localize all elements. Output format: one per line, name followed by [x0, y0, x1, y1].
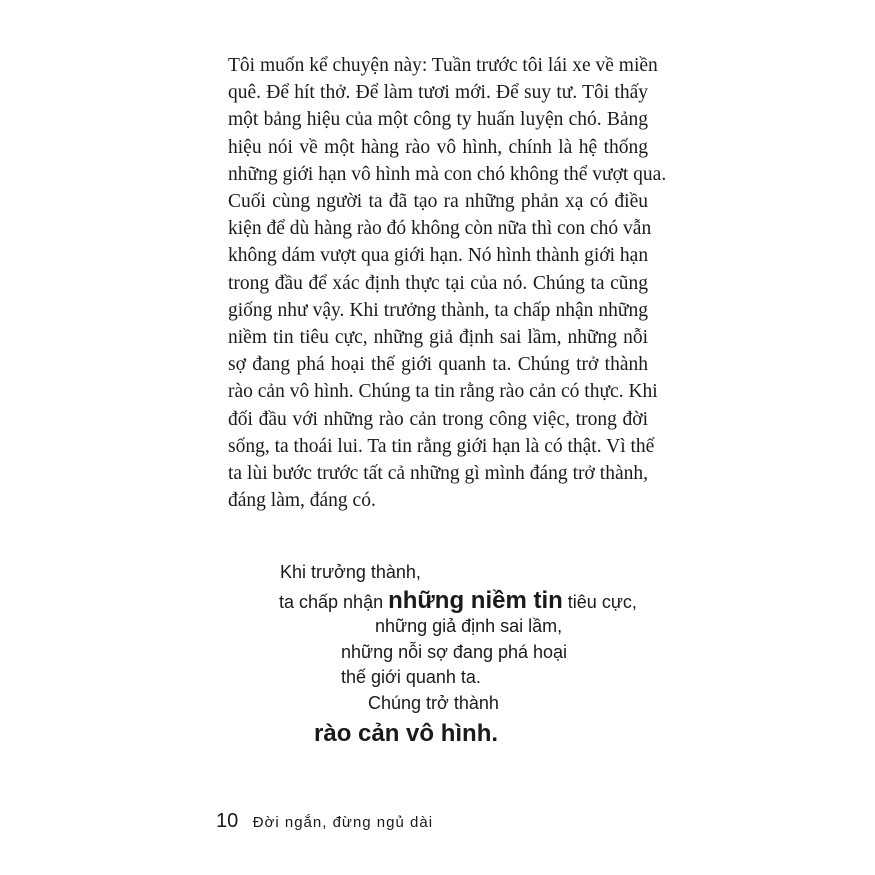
- body-line: không dám vượt qua giới hạn. Nó hình thành giới hạn: [228, 245, 649, 267]
- body-line: giống như vậy. Khi trưởng thành, ta chấp nhận những: [228, 299, 648, 321]
- quote-line-2-pre: ta chấp nhận: [279, 592, 389, 612]
- quote-line-1: Khi trưởng thành,: [280, 562, 421, 582]
- quote-line-6: Chúng trở thành: [368, 693, 499, 713]
- body-line: Tôi muốn kể chuyện này: Tuần trước tôi lái xe về miền: [228, 55, 658, 76]
- quote-emphasis: những niềm tin: [388, 587, 563, 614]
- quote-line-5: thế giới quanh ta.: [341, 667, 481, 687]
- body-line: ta lùi bước trước tất cả những gì mình đáng trở thành,: [228, 463, 648, 485]
- body-line: đối đầu với những rào cản trong công việc, trong đời: [228, 408, 648, 430]
- page-footer: [216, 810, 433, 833]
- page-number: 10: [216, 810, 239, 832]
- body-line: trong đầu để xác định thực tại của nó. Chúng ta cũng: [228, 272, 648, 294]
- quote-line-2: [279, 589, 637, 613]
- body-line: Cuối cùng người ta đã tạo ra những phản xạ có điều: [228, 191, 648, 213]
- quote-line-2-post: tiêu cực,: [562, 592, 637, 612]
- body-line: đáng làm, đáng có.: [228, 490, 376, 512]
- body-line: một bảng hiệu của một công ty huấn luyện chó. Bảng: [228, 109, 648, 131]
- quote-line-7: rào cản vô hình.: [314, 720, 499, 747]
- body-line: kiện để dù hàng rào đó không còn nữa thì con chó vẫn: [228, 218, 652, 240]
- book-title: Đời ngắn, đừng ngủ dài: [252, 814, 434, 831]
- body-line: rào cản vô hình. Chúng ta tin rằng rào cản có thực. Khi: [228, 381, 658, 403]
- quote-line-4: những nỗi sợ đang phá hoại: [341, 642, 568, 662]
- body-line: những giới hạn vô hình mà con chó không thể vượt qua.: [228, 163, 667, 185]
- body-line: niềm tin tiêu cực, những giả định sai lầm, những nỗi: [228, 327, 648, 349]
- quote-line-3: những giả định sai lầm,: [375, 616, 563, 636]
- body-line: hiệu nói về một hàng rào vô hình, chính là hệ thống: [228, 136, 648, 158]
- body-line: sống, ta thoái lui. Ta tin rằng giới hạn là có thật. Vì thế: [228, 435, 655, 457]
- body-line: sợ đang phá hoại thế giới quanh ta. Chúng trở thành: [228, 354, 648, 376]
- body-line: quê. Để hít thở. Để làm tươi mới. Để suy tư. Tôi thấy: [228, 82, 648, 104]
